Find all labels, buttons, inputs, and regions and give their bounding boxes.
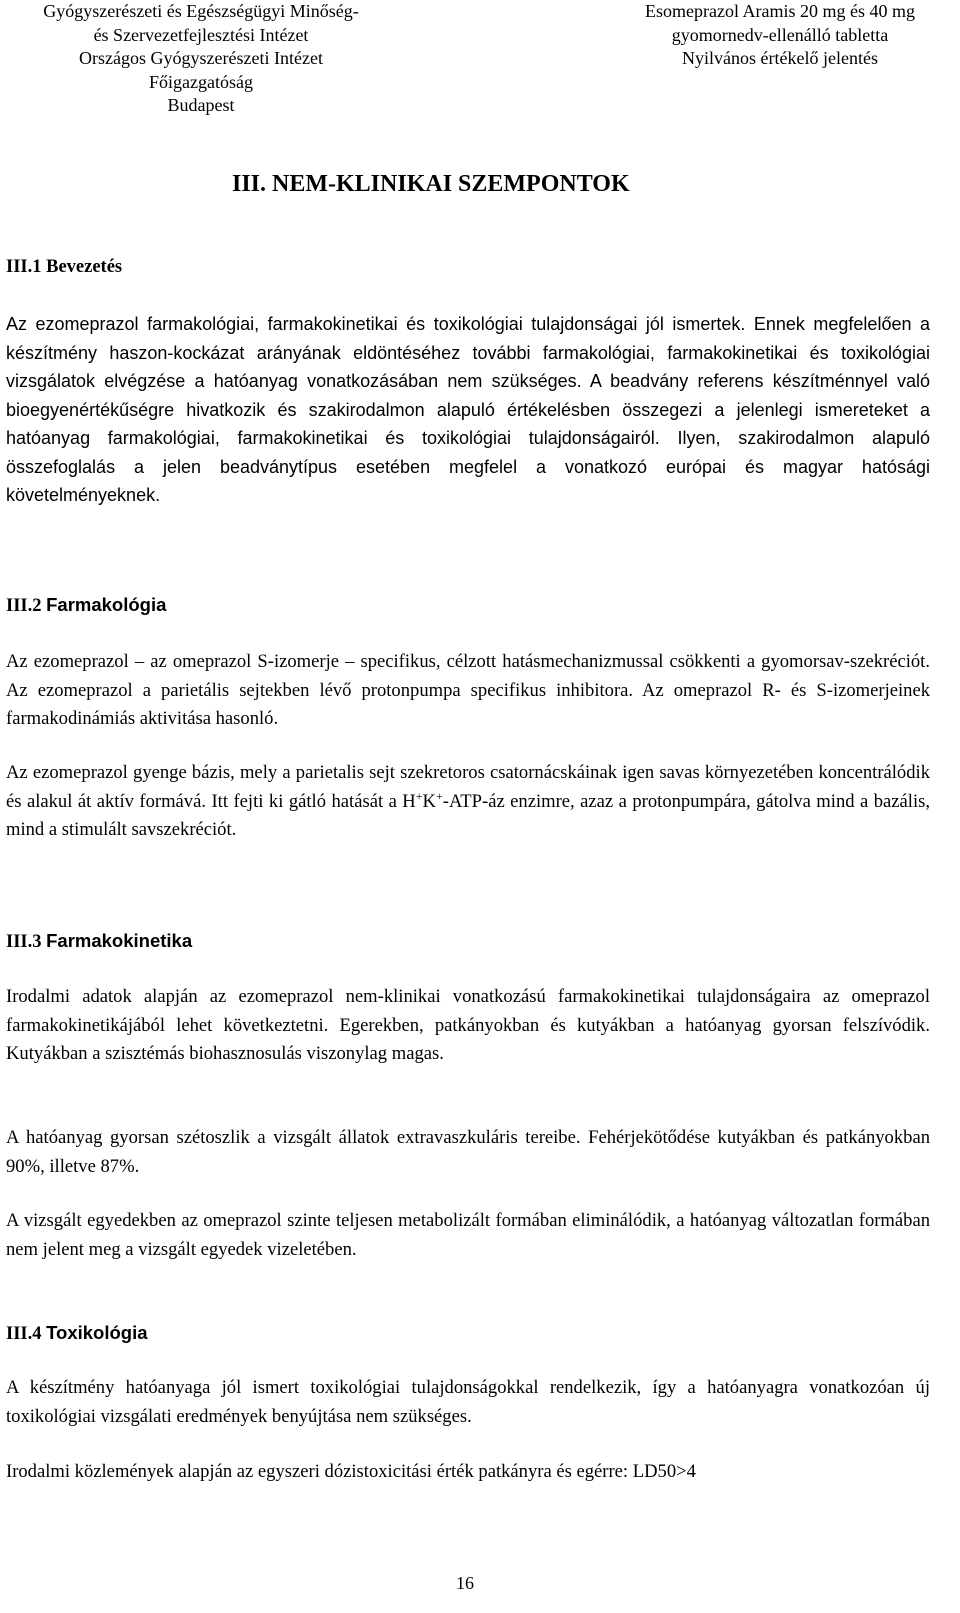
text-segment: Az ezomeprazol gyenge bázis, mely a parietalis sejt szekretoros csatornácskáinak igen savas környezetében koncentrálódik és alakul át aktív formává. Itt fejti ki gátló hatását a H bbox=[6, 762, 930, 812]
intro-paragraph: Az ezomeprazol farmakológiai, farmakokinetikai és toxikológiai tulajdonságai jól ismertek. Ennek megfelelően a készítmény haszon-kockázat arányának eldöntéséhez további farmakológiai, farmakokinetikai és toxikológiai vizsgálatok elvégzése a hatóanyag vonatkozásában nem szükséges. A beadvány referens készítménnyel való bioegyenértékűségre hivatkozik és szakirodalmon alapuló értékelésben összegezi a jelenlegi ismereteket a hatóanyag farmakológiai, farmakokinetikai és toxikológiai tulajdonságairól. Ilyen, szakirodalmon alapuló összefoglalás a jelen beadványtípus esetében megfelel a vonatkozó európai és magyar hatósági követelményeknek. bbox=[6, 314, 930, 505]
header-left-line: és Szervezetfejlesztési Intézet bbox=[93, 24, 309, 45]
section-number: III.1 bbox=[6, 257, 42, 277]
section-number: III.3 bbox=[6, 932, 42, 952]
section-heading-pharmacology bbox=[6, 594, 166, 617]
header-right-line: Esomeprazol Aramis 20 mg és 40 mg bbox=[645, 1, 915, 21]
section-title: Farmakokinetika bbox=[46, 930, 193, 951]
pharmacology-paragraph-2 bbox=[6, 759, 930, 845]
header-left-line: Gyógyszerészeti és Egészségügyi Minőség- bbox=[43, 1, 359, 21]
section-title: Bevezetés bbox=[46, 257, 123, 277]
section-title: Toxikológia bbox=[46, 1322, 148, 1343]
header-institution bbox=[6, 0, 396, 118]
superscript-plus: + bbox=[435, 788, 443, 803]
header-right-line: Nyilvános értékelő jelentés bbox=[682, 48, 878, 68]
pharmacokinetics-paragraph-2: A hatóanyag gyorsan szétoszlik a vizsgált állatok extravaszkuláris tereibe. Fehérjekötődése kutyákban és patkányokban 90%, illetve 87%. bbox=[6, 1127, 930, 1177]
header-left-line: Főigazgatóság bbox=[149, 71, 253, 92]
section-heading-intro bbox=[6, 257, 122, 278]
pharmacokinetics-paragraph-1: Irodalmi adatok alapján az ezomeprazol nem-klinikai vonatkozású farmakokinetikai tulajdonságaira az omeprazol farmakokinetikájából lehet következtetni. Egerekben, patkányokban és kutyákban a hatóanyag gyorsan felszívódik. Kutyákban a szisztémás biohasznosulás viszonylag magas. bbox=[6, 986, 930, 1064]
pharmacokinetics-paragraph-3: A vizsgált egyedekben az omeprazol szinte teljesen metabolizált formában eliminálódik, a hatóanyag változatlan formában nem jelent meg a vizsgált egyedek vizeletében. bbox=[6, 1210, 930, 1260]
text-segment: K bbox=[422, 790, 436, 812]
page-number: 16 bbox=[456, 1573, 474, 1593]
pharmacology-paragraph-1: Az ezomeprazol – az omeprazol S-izomerje – specifikus, célzott hatásmechanizmussal csökkenti a gyomorsav-szekréciót. Az ezomeprazol a parietális sejtekben lévő protonpumpa specifikus inhibitora. Az omeprazol R- és S-izomerjeinek farmakodinámiás aktivitása hasonló. bbox=[6, 651, 930, 729]
header-left-line: Budapest bbox=[167, 95, 235, 115]
superscript-plus: + bbox=[415, 788, 423, 803]
section-heading-toxicology bbox=[6, 1322, 148, 1345]
header-right-line: gyomornedv-ellenálló tabletta bbox=[671, 24, 889, 45]
section-number: III.4 bbox=[6, 1324, 42, 1344]
text-segment: -ATP-áz enzimre, azaz a protonpumpára, gátolva mind a bazális, mind a stimulált savszekréciót. bbox=[6, 790, 931, 840]
section-title: Farmakológia bbox=[46, 594, 167, 615]
toxicology-paragraph-1: A készítmény hatóanyaga jól ismert toxikológiai tulajdonságokkal rendelkezik, így a hatóanyagra vonatkozóan új toxikológiai vizsgálati eredmények benyújtása nem szükséges. bbox=[6, 1377, 930, 1427]
section-number: III.2 bbox=[6, 596, 42, 616]
header-product bbox=[630, 0, 930, 71]
header-left-line: Országos Gyógyszerészeti Intézet bbox=[79, 48, 323, 68]
toxicology-paragraph-2: Irodalmi közlemények alapján az egyszeri dózistoxicitási érték patkányra és egérre: LD50>4 bbox=[6, 1461, 696, 1482]
section-heading-pharmacokinetics bbox=[6, 930, 192, 953]
chapter-title: III. NEM-KLINIKAI SZEMPONTOK bbox=[232, 171, 630, 197]
